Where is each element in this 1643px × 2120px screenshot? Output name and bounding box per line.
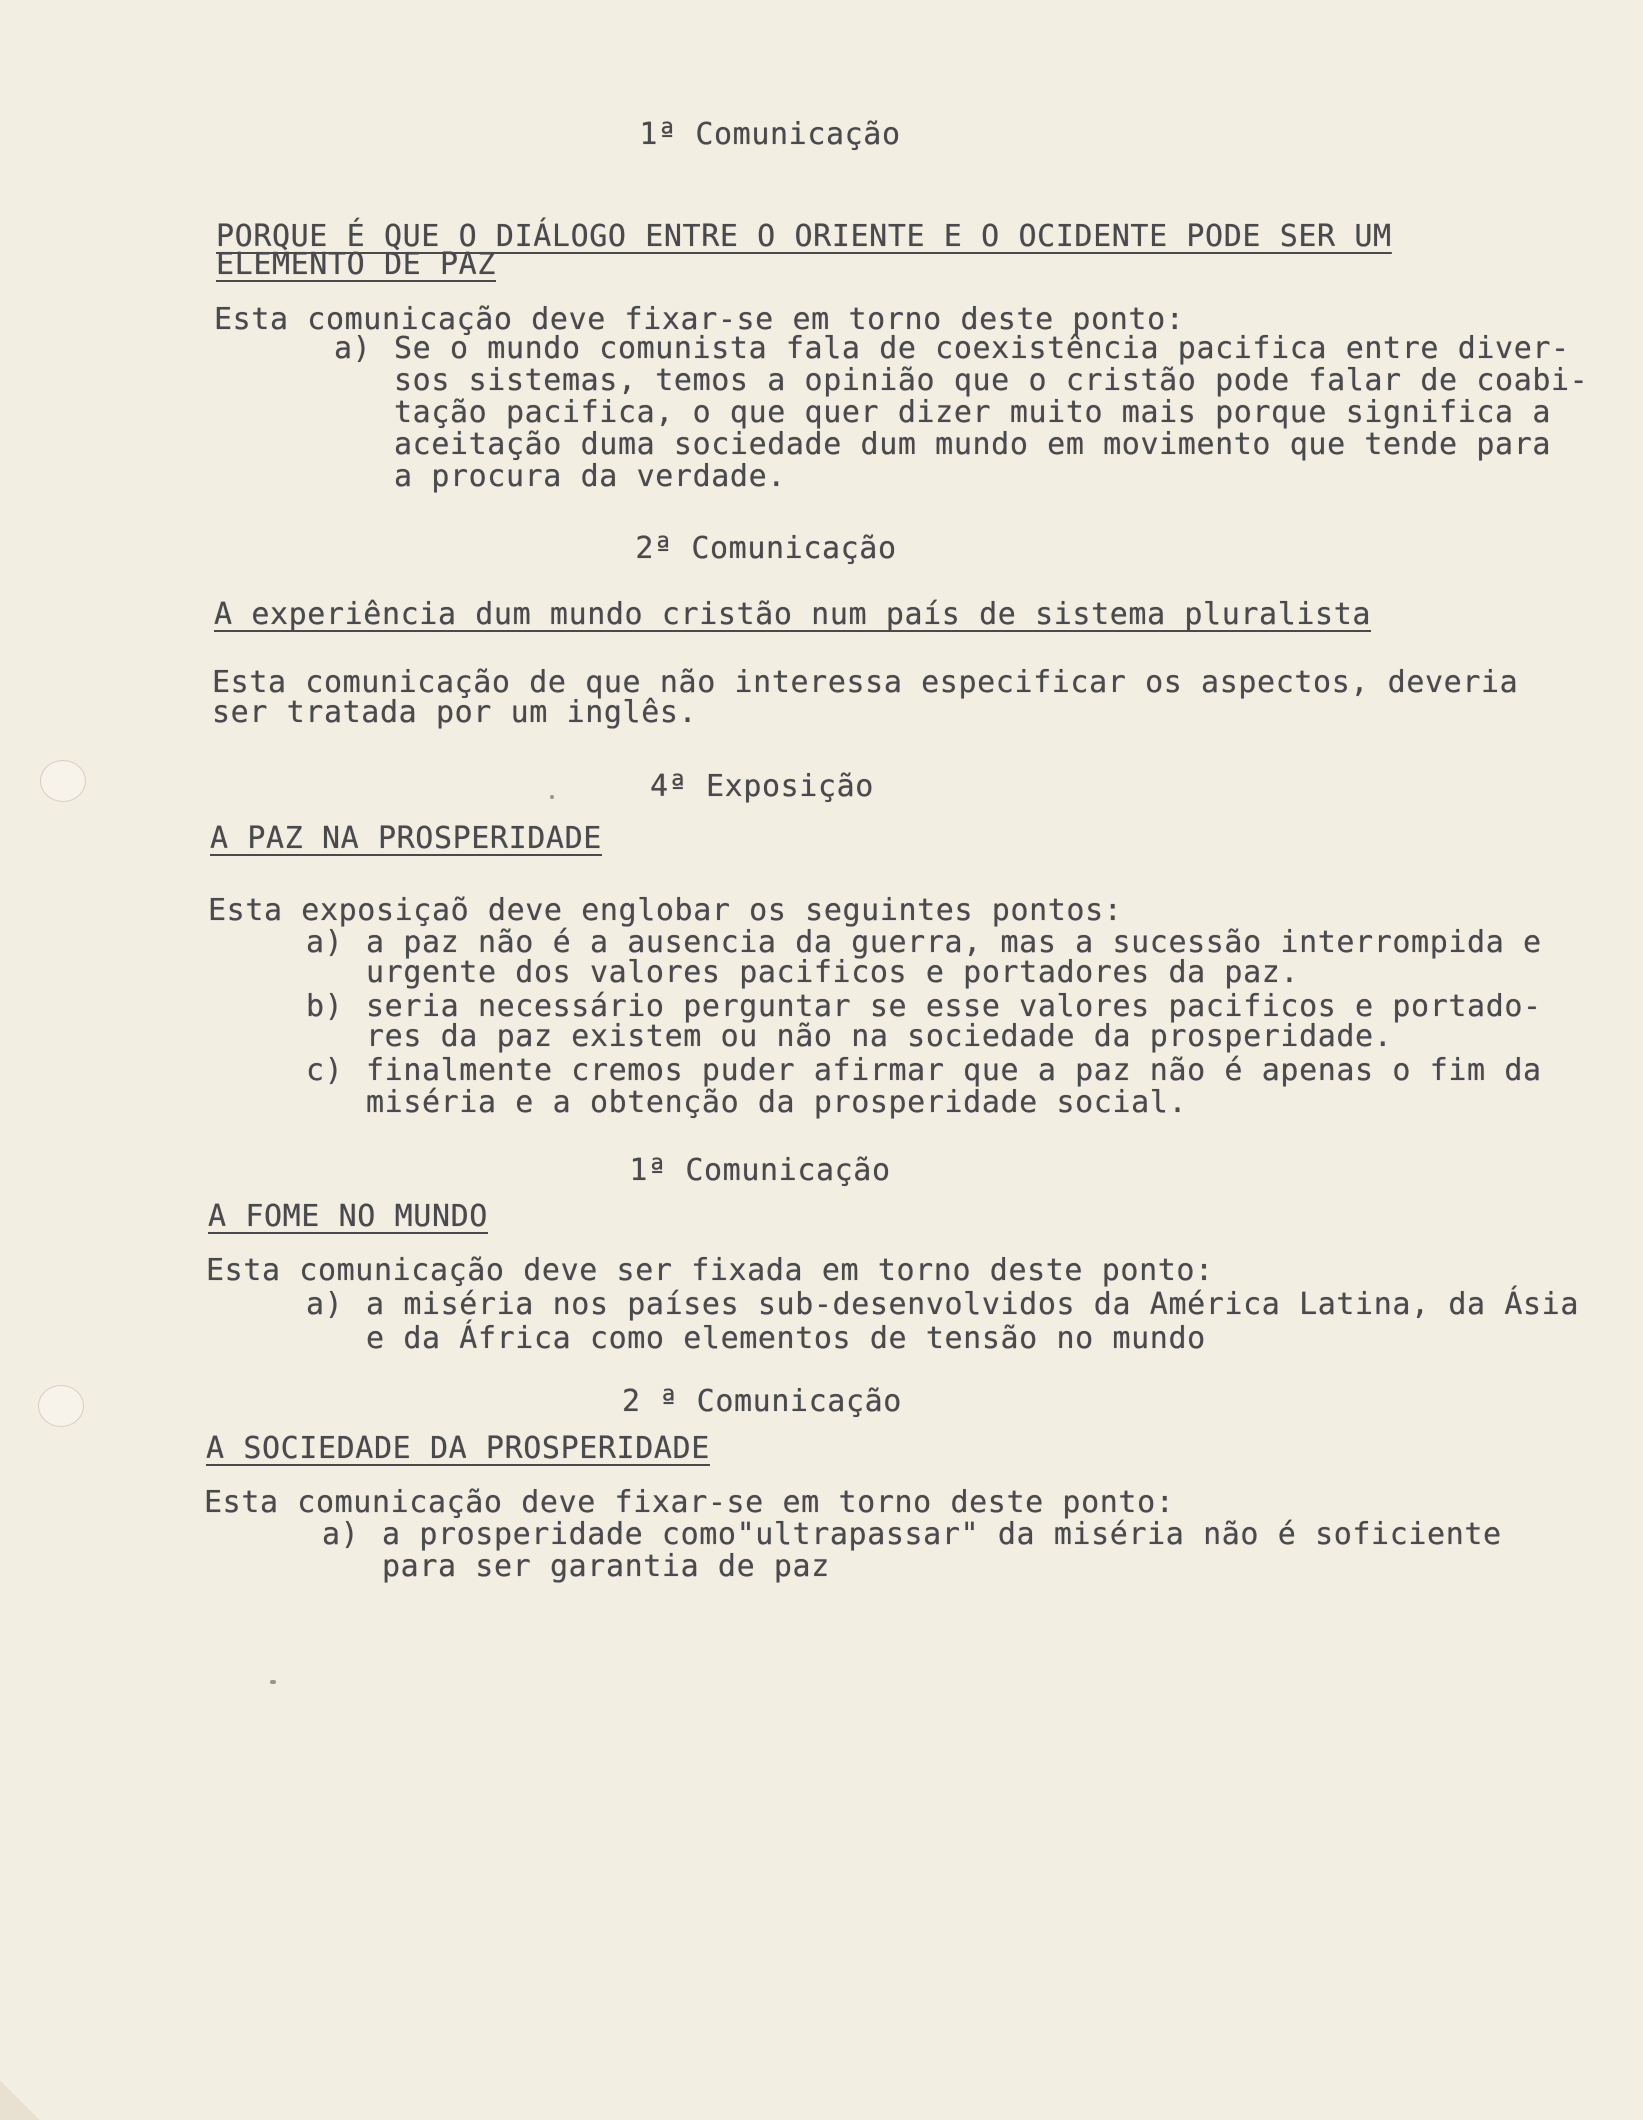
section-title: ELEMENTO DE PAZ	[216, 247, 496, 282]
item-text: sos sistemas, temos a opinião que o cristão pode falar de coabi-	[394, 363, 1589, 398]
section-intro: Esta comunicação de que não interessa especificar os aspectos, deveria	[212, 665, 1519, 700]
item-text: tação pacifica, o que quer dizer muito mais porque significa a	[394, 395, 1552, 430]
item-text: aceitação duma sociedade dum mundo em movimento que tende para	[394, 427, 1552, 462]
section-intro: Esta comunicação deve ser fixada em torno deste ponto:	[206, 1253, 1214, 1288]
section-title: A experiência dum mundo cristão num país de sistema pluralista	[214, 597, 1372, 632]
section-heading: 2ª Comunicação	[635, 531, 897, 566]
punch-hole	[38, 1385, 84, 1427]
item-text: miséria e a obtenção da prosperidade social.	[366, 1085, 1188, 1120]
item-text: para ser garantia de paz	[382, 1549, 830, 1584]
item-marker: c)	[306, 1053, 344, 1088]
section-intro: ser tratada por um inglês.	[212, 695, 698, 730]
item-text: e da África como elementos de tensão no mundo	[366, 1321, 1206, 1356]
punch-hole	[40, 760, 86, 802]
item-text: urgente dos valores pacificos e portadores da paz.	[366, 955, 1300, 990]
section-heading: 1ª Comunicação	[639, 117, 901, 152]
item-text: Se o mundo comunista fala de coexistência pacifica entre diver-	[394, 331, 1570, 366]
item-text: res da paz existem ou não na sociedade da prosperidade.	[366, 1019, 1393, 1054]
item-text: a paz não é a ausencia da guerra, mas a sucessão interrompida e	[366, 925, 1542, 960]
section-title: A SOCIEDADE DA PROSPERIDADE	[206, 1431, 710, 1466]
section-title: PORQUE É QUE O DIÁLOGO ENTRE O ORIENTE E O OCIDENTE PODE SER UM	[216, 219, 1392, 254]
section-intro: Esta comunicação deve fixar-se em torno deste ponto:	[214, 302, 1185, 337]
section-title: A PAZ NA PROSPERIDADE	[210, 821, 602, 856]
item-text: a procura da verdade.	[394, 459, 786, 494]
section-heading: 1ª Comunicação	[629, 1153, 891, 1188]
page-corner-fold	[0, 2080, 40, 2120]
item-text: seria necessário perguntar se esse valores pacificos e portado-	[366, 989, 1542, 1024]
section-intro: Esta comunicação deve fixar-se em torno deste ponto:	[204, 1485, 1175, 1520]
item-marker: a)	[306, 925, 344, 960]
section-heading: 4ª Exposição	[650, 769, 874, 804]
item-marker: a)	[306, 1287, 344, 1322]
section-heading: 2 ª Comunicação	[622, 1384, 902, 1419]
section-intro: Esta exposiçaõ deve englobar os seguintes pontos:	[208, 893, 1123, 928]
ink-smudge	[550, 795, 554, 799]
ink-smudge	[270, 1680, 276, 1684]
item-text: a prosperidade como"ultrapassar" da miséria não é soficiente	[382, 1517, 1502, 1552]
item-text: finalmente cremos puder afirmar que a paz não é apenas o fim da	[366, 1053, 1542, 1088]
item-marker: a)	[334, 331, 372, 366]
item-marker: a)	[322, 1517, 360, 1552]
item-marker: b)	[306, 989, 344, 1024]
item-text: a miséria nos países sub-desenvolvidos da América Latina, da Ásia	[366, 1287, 1579, 1322]
section-title: A FOME NO MUNDO	[208, 1199, 488, 1234]
